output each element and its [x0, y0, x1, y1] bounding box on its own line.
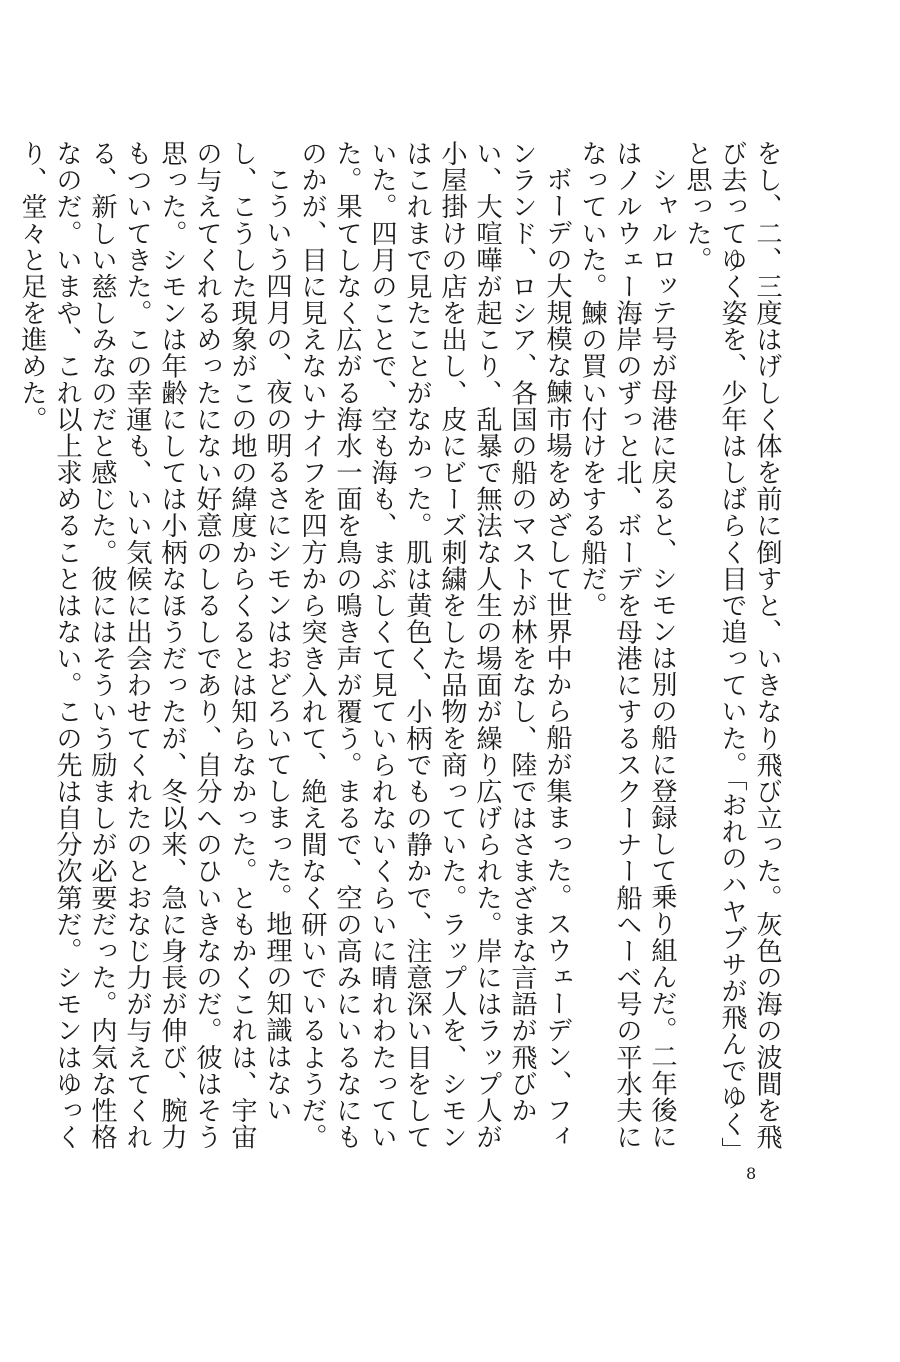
page-number: 8	[746, 1164, 757, 1183]
paragraph: ボーデの大規模な鰊市場をめざして世界中から船が集まった。スウェーデン、フィンランド、ロシア、各国の船のマストが林をなし、陸ではさまざまな言語が飛びかい、大喧嘩が起こり、乱暴で無法な人生の場面が繰り広げられた。岸にはラップ人が小屋掛けの店を出し、皮にビーズ刺繍をした品物を商っていた。ラップ人を、シモンはこれまで見たことがなかった。肌は黄色く、小柄でもの静かで、注意深い目をしていた。四月のことで、空も海も、まぶしくて見ていられないくらいに晴れわたっていた。果てしなく広がる海水一面を鳥の鳴き声が覆う。まるで、空の高みにいるなにものかが、目に見えないナイフを四方から突き入れて、絶え間なく研いでいるようだ。	[297, 140, 572, 1151]
vertical-text-block	[17, 140, 784, 1160]
paragraph: こういう四月の、夜の明るさにシモンはおどろいてしまった。地理の知識はないし、こうした現象がこの地の緯度からくるとは知らなかった。ともかくこれは、宇宙の与えてくれるめったにない好意のしるしであり、自分へのひいきなのだ。彼はそう思った。シモンは年齢にしては小柄なほうだったが、冬以来、急に身長が伸び、腕力もついてきた。この幸運も、いい気候に出会わせてくれたのとおなじ力が与えてくれる、新しい慈しみなのだと感じた。彼にはそういう励ましが必要だった。内気な性格なのだ。いまや、これ以上求めることはない。この先は自分次第だ。シモンはゆっくり、堂々と足を進めた。	[17, 140, 292, 1151]
paragraph: シャルロッテ号が母港に戻ると、シモンは別の船に登録して乗り組んだ。二年後にはノルウェー海岸のずっと北、ボーデを母港にするスクーナー船ヘーベ号の平水夫になっていた。鰊の買い付けをする船だ。	[577, 140, 677, 1151]
paragraph: をし、二、三度はげしく体を前に倒すと、いきなり飛び立った。灰色の海の波間を飛び去ってゆく姿を、少年はしばらく目で追っていた。「おれのハヤブサが飛んでゆく」と思った。	[682, 140, 782, 1151]
